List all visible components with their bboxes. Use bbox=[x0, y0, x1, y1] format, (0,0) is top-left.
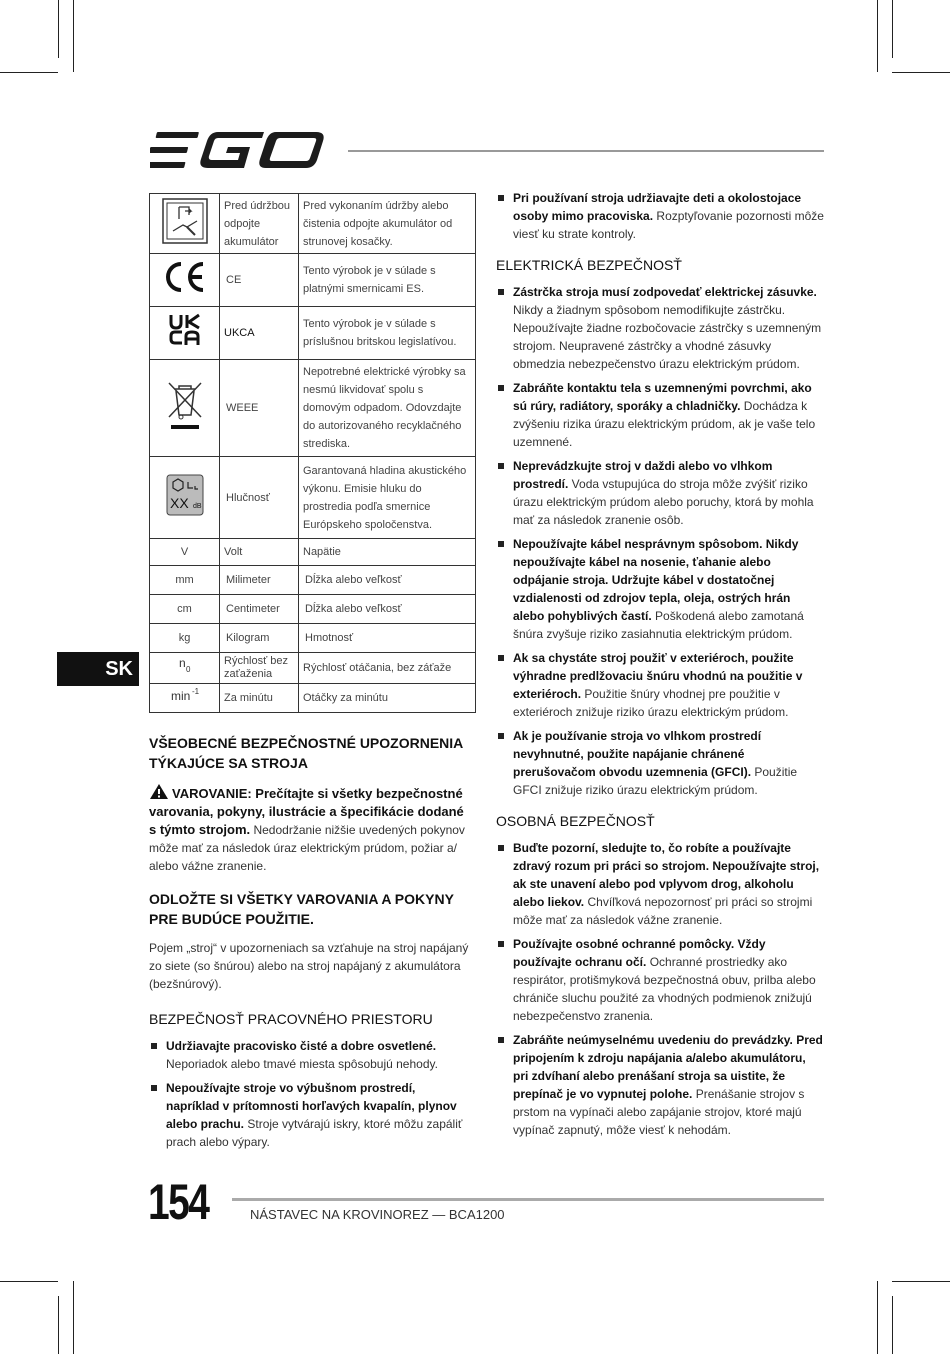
crop-mark bbox=[0, 72, 58, 73]
table-cell-desc: Napätie bbox=[299, 539, 476, 566]
item-text: Voda vstupujúca do stroja môže zvýšiť riziko úrazu elektrickým prúdom alebo poruchy, ktorá by mohla mať za následok zranenie osôb. bbox=[513, 477, 814, 527]
section-heading: ELEKTRICKÁ BEZPEČNOSŤ bbox=[496, 257, 682, 273]
noise-level-icon bbox=[166, 474, 204, 516]
crop-mark bbox=[892, 0, 893, 58]
item-text: Stroje vytvárajú iskry, ktoré môžu zapáliť prach alebo výpary. bbox=[166, 1117, 463, 1149]
table-row bbox=[150, 194, 476, 254]
bullet-list bbox=[496, 839, 824, 1139]
table-cell-desc: Garantovaná hladina akustického výkonu. Emisie hluku do prostredia podľa smernice Európskeho spoločenstva. bbox=[299, 457, 476, 539]
item-bold: Buďte pozorní, sledujte to, čo robíte a používajte zdravý rozum pri práci so strojom. Nepoužívajte stroj, ak ste unavení alebo pod vplyvom drog, alkoholu alebo liekov. bbox=[513, 841, 820, 909]
crop-mark bbox=[892, 1296, 893, 1354]
list-item bbox=[496, 839, 824, 929]
list-item bbox=[496, 379, 824, 451]
symbol-table bbox=[149, 193, 476, 713]
svg-text:dB: dB bbox=[192, 502, 202, 510]
item-bold: Zástrčka stroja musí zodpovedať elektrickej zásuvke. bbox=[513, 285, 817, 299]
item-bold: Nepoužívajte stroje vo výbušnom prostredí, napríklad v prítomnosti horľavých kvapalín, plynov alebo prachu. bbox=[166, 1081, 457, 1131]
table-cell-icon bbox=[150, 307, 220, 360]
svg-text:n: n bbox=[178, 657, 186, 670]
table-cell-icon bbox=[150, 457, 220, 539]
list-item bbox=[149, 1037, 471, 1073]
list-item bbox=[149, 1079, 471, 1151]
crop-mark bbox=[877, 1281, 878, 1354]
list-item bbox=[496, 935, 824, 1025]
item-bold: Udržiavajte pracovisko čisté a dobre osvetlené. bbox=[166, 1039, 437, 1053]
item-text: Prenášanie strojov s prstom na vypínači alebo zapájanie strojov, ktoré majú vypínač zapnutý, môže viesť k nehodám. bbox=[513, 1087, 805, 1137]
table-cell-name: UKCA bbox=[220, 307, 299, 360]
table-cell-desc: Otáčky za minútu bbox=[299, 684, 476, 713]
table-row bbox=[150, 539, 476, 566]
table-cell-icon bbox=[150, 254, 220, 307]
crop-mark bbox=[877, 0, 878, 72]
item-bold: Používajte osobné ochranné pomôcky. Vždy používajte ochranu očí. bbox=[513, 937, 766, 969]
item-text: Neporiadok alebo tmavé miesta spôsobujú nehody. bbox=[166, 1057, 438, 1071]
item-bold: Neprevádzkujte stroj v daždi alebo vo vlhkom prostredí. bbox=[513, 459, 773, 491]
warning-bold: VAROVANIE: Prečítajte si všetky bezpečnostné varovania, pokyny, ilustrácie a špecifikácie dodané s týmto strojom. bbox=[149, 786, 464, 837]
footer-rule bbox=[232, 1198, 824, 1201]
table-row bbox=[150, 653, 476, 684]
header-rule bbox=[348, 150, 824, 152]
item-bold: Zabráňte kontaktu tela s uzemnenými povrchmi, ako sú rúry, radiátory, sporáky a chladničky. bbox=[513, 381, 812, 413]
item-bold: Ak sa chystáte stroj použiť v exteriéroch, použite výhradne predlžovaciu šnúru vhodnú na použitie v exteriéroch. bbox=[513, 651, 803, 701]
table-cell-name: Pred údržbou odpojte akumulátor bbox=[220, 194, 299, 254]
list-item bbox=[496, 727, 824, 799]
left-column bbox=[149, 733, 471, 1157]
item-text: Použitie šnúry vhodnej pre použitie v exteriéroch znižuje riziko úrazu elektrickým prúdom. bbox=[513, 687, 789, 719]
item-text: Rozptyľovanie pozornosti môže viesť ku strate kontroly. bbox=[513, 209, 824, 241]
table-row bbox=[150, 684, 476, 713]
table-cell-desc bbox=[299, 624, 476, 653]
item-bold: Ak je používanie stroja vo vlhkom prostredí nevyhnutné, použite napájanie chránené prerušovačom obvodu uzemnenia (GFCI). bbox=[513, 729, 762, 779]
section-heading: BEZPEČNOSŤ PRACOVNÉHO PRIESTORU bbox=[149, 1011, 433, 1027]
right-column bbox=[496, 189, 824, 1145]
table-cell-icon: cm bbox=[150, 595, 220, 624]
table-cell-name bbox=[220, 566, 299, 595]
list-item bbox=[496, 189, 824, 243]
table-cell-desc: Nepotrebné elektrické výrobky sa nesmú likvidovať spolu s domovým odpadom. Odovzdajte do autorizovaného recyklačného strediska. bbox=[299, 360, 476, 457]
list-item bbox=[496, 649, 824, 721]
table-row bbox=[150, 307, 476, 360]
symbol-desc: Hmotnosť bbox=[305, 632, 354, 644]
table-cell-icon bbox=[150, 684, 220, 713]
list-item bbox=[496, 535, 824, 643]
symbol-desc: Dĺžka alebo veľkosť bbox=[305, 574, 402, 586]
paragraph: Pojem „stroj“ v upozorneniach sa vzťahuje na stroj napájaný zo siete (so šnúrou) alebo na stroj napájaný z akumulátora (bezšnúrový). bbox=[149, 941, 469, 991]
table-row bbox=[150, 254, 476, 307]
warning-text: Nedodržanie nižšie uvedených pokynov môže mať za následok úraz elektrickým prúdom, požiar a/ alebo vážne zranenie. bbox=[149, 823, 465, 873]
symbol-name: Kilogram bbox=[226, 632, 270, 644]
svg-text:-1: -1 bbox=[191, 687, 199, 696]
symbol-name: Milimeter bbox=[226, 574, 271, 586]
table-row bbox=[150, 566, 476, 595]
table-cell-name: Rýchlosť bez zaťaženia bbox=[220, 653, 299, 684]
table-cell-name bbox=[220, 360, 299, 457]
list-item bbox=[496, 1031, 824, 1139]
table-cell-desc bbox=[299, 566, 476, 595]
svg-text:0: 0 bbox=[185, 665, 190, 673]
table-cell-desc bbox=[299, 595, 476, 624]
table-cell-icon: kg bbox=[150, 624, 220, 653]
table-cell-icon bbox=[150, 194, 220, 254]
symbol-name: Hlučnosť bbox=[226, 491, 270, 504]
weee-bin-icon bbox=[165, 379, 205, 431]
svg-text:min: min bbox=[170, 689, 190, 703]
warning-triangle-icon bbox=[149, 783, 169, 800]
item-bold: Zabráňte neúmyselnému uvedeniu do prevádzky. Pred pripojením k zdroju napájania a/alebo akumulátoru, pri zdvíhaní alebo prenášaní stroja sa uistite, že prepínač je vo vypnutej polohe. bbox=[513, 1033, 823, 1101]
crop-mark bbox=[58, 1296, 59, 1354]
no-load-speed-symbol bbox=[178, 657, 192, 673]
table-cell-name bbox=[220, 624, 299, 653]
warning-paragraph bbox=[149, 783, 471, 875]
item-text: Nikdy a žiadnym spôsobom nemodifikujte zástrčku. Nepoužívajte žiadne rozbočovacie zástrčky s uzemneným strojom. Neupravené zástrčky a vhodné zásuvky obmedzia nebezpečenstvo úrazu elektrickým prúdom. bbox=[513, 303, 822, 371]
maintenance-icon bbox=[161, 197, 209, 245]
section-heading: OSOBNÁ BEZPEČNOSŤ bbox=[496, 813, 655, 829]
section-heading: ODLOŽTE SI VŠETKY VAROVANIA A POKYNY PRE BUDÚCE POUŽITIE. bbox=[149, 891, 454, 927]
table-cell-desc: Tento výrobok je v súlade s príslušnou britskou legislatívou. bbox=[299, 307, 476, 360]
crop-mark bbox=[73, 1281, 74, 1354]
table-row bbox=[150, 360, 476, 457]
language-tab: SK bbox=[57, 652, 139, 686]
table-row bbox=[150, 595, 476, 624]
item-text: Chvíľková nepozornosť pri práci so strojmi môže mať za následok vážne zranenie. bbox=[513, 895, 813, 927]
symbol-desc: Dĺžka alebo veľkosť bbox=[305, 603, 402, 615]
table-cell-name: Za minútu bbox=[220, 684, 299, 713]
table-cell-icon: mm bbox=[150, 566, 220, 595]
svg-text:XX: XX bbox=[169, 494, 189, 511]
table-cell-name bbox=[220, 254, 299, 307]
item-text: Použitie GFCI znižuje riziko úrazu elektrickým prúdom. bbox=[513, 765, 798, 797]
item-text: Ochranné prostriedky ako respirátor, protišmyková bezpečnostná obuv, prilba alebo chrániče sluchu použité za vhodných podmienok znižujú nebezpečenstvo zranenia. bbox=[513, 955, 816, 1023]
table-cell-icon: V bbox=[150, 539, 220, 566]
page-number: 154 bbox=[148, 1174, 209, 1230]
bullet-list bbox=[496, 189, 824, 243]
crop-mark bbox=[0, 1281, 58, 1282]
footer-title: NÁSTAVEC NA KROVINOREZ — BCA1200 bbox=[250, 1207, 505, 1222]
crop-mark bbox=[892, 1281, 950, 1282]
symbol-name: CE bbox=[226, 274, 242, 286]
ce-mark-icon bbox=[163, 260, 207, 294]
item-bold: Pri používaní stroja udržiavajte deti a okolostojace osoby mimo pracoviska. bbox=[513, 191, 802, 223]
section-heading: VŠEOBECNÉ BEZPEČNOSTNÉ UPOZORNENIA TÝKAJÚCE SA STROJA bbox=[149, 735, 463, 771]
table-row bbox=[150, 457, 476, 539]
crop-mark bbox=[58, 0, 59, 58]
table-cell-name bbox=[220, 595, 299, 624]
bullet-list bbox=[496, 283, 824, 799]
crop-mark bbox=[73, 0, 74, 72]
table-cell-desc: Tento výrobok je v súlade s platnými smernicami ES. bbox=[299, 254, 476, 307]
symbol-name: WEEE bbox=[226, 402, 259, 414]
table-cell-icon bbox=[150, 653, 220, 684]
table-row bbox=[150, 624, 476, 653]
item-text: Poškodená alebo zamotaná šnúra zvyšuje riziko zasiahnutia elektrickým prúdom. bbox=[513, 609, 804, 641]
table-cell-name bbox=[220, 457, 299, 539]
table-cell-desc: Rýchlosť otáčania, bez záťaže bbox=[299, 653, 476, 684]
ego-logo bbox=[150, 128, 332, 172]
item-text: Dochádza k zvýšeniu rizika úrazu elektrickým prúdom, ak je vaše telo uzemnené. bbox=[513, 399, 816, 449]
per-minute-symbol bbox=[171, 687, 199, 703]
table-cell-icon bbox=[150, 360, 220, 457]
crop-mark bbox=[892, 72, 950, 73]
list-item bbox=[496, 457, 824, 529]
item-bold: Nepoužívajte kábel nesprávnym spôsobom. Nikdy nepoužívajte kábel na nosenie, ťahanie alebo odpájanie stroja. Udržujte kábel v dostatočnej vzdialenosti od zdrojov tepla, oleja, ostrých hrán alebo pohyblivých častí. bbox=[513, 537, 799, 623]
bullet-list bbox=[149, 1037, 471, 1151]
ukca-mark-icon bbox=[169, 313, 201, 347]
list-item bbox=[496, 283, 824, 373]
table-cell-desc: Pred vykonaním údržby alebo čistenia odpojte akumulátor od strunovej kosačky. bbox=[299, 194, 476, 254]
symbol-name: Centimeter bbox=[226, 603, 280, 615]
table-cell-name: Volt bbox=[220, 539, 299, 566]
